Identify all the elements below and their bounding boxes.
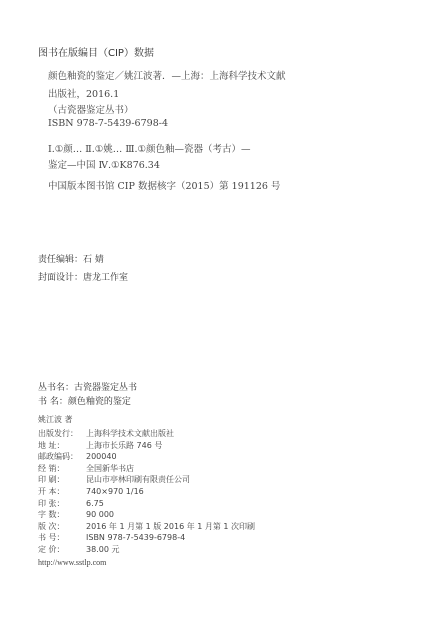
cip-line-5: Ⅰ.①颜… Ⅱ.①姚… Ⅲ.①颜色釉—瓷器（考古）— <box>48 144 251 155</box>
detail-row <box>38 509 114 520</box>
detail-value: 6.75 <box>86 498 104 508</box>
detail-row <box>38 463 134 474</box>
responsible-editor <box>38 252 104 265</box>
cover-designer <box>38 270 128 283</box>
detail-label: 印 张： <box>38 498 65 508</box>
series-name <box>38 380 137 393</box>
detail-value: 38.00 元 <box>86 545 120 554</box>
detail-row <box>38 521 255 532</box>
responsible-editor-label: 责任编辑： <box>38 255 84 265</box>
book-title-value: 颜色釉瓷的鉴定 <box>67 397 131 407</box>
cip-heading: 图书在版编目（CIP）数据 <box>38 48 154 59</box>
detail-label: 出版发行： <box>38 429 78 438</box>
detail-value: 740×970 1/16 <box>86 487 144 496</box>
detail-label: 经 销： <box>38 463 65 473</box>
detail-label: 开 本： <box>38 487 65 496</box>
detail-row <box>38 486 144 497</box>
series-name-value: 古瓷器鉴定丛书 <box>74 383 138 393</box>
cover-designer-value: 唐龙工作室 <box>83 273 129 283</box>
detail-value: 全国新华书店 <box>86 463 134 473</box>
detail-value: 2016 年 1 月第 1 版 2016 年 1 月第 1 次印刷 <box>86 521 256 531</box>
cip-line-7: 中国版本图书馆 CIP 数据核字（2015）第 191126 号 <box>48 181 281 192</box>
detail-row <box>38 544 119 555</box>
detail-row <box>38 498 104 509</box>
book-title-label: 书 名： <box>38 397 68 407</box>
cip-line-4: ISBN 978-7-5439-6798-4 <box>48 118 168 129</box>
detail-label: 地 址： <box>38 440 65 450</box>
detail-value: 上海市长乐路 746 号 <box>86 440 163 450</box>
detail-value: 90 000 <box>86 510 114 520</box>
detail-row <box>38 440 162 451</box>
detail-label: 书 号： <box>38 533 65 543</box>
detail-label: 邮政编码： <box>38 452 78 462</box>
detail-label: 字 数： <box>38 510 65 520</box>
cip-line-2: 出版社，2016.1 <box>48 89 120 100</box>
detail-row <box>38 428 174 439</box>
detail-value: 昆山市亭林印刷有限责任公司 <box>86 475 190 485</box>
detail-label: 定 价： <box>38 545 65 554</box>
book-title <box>38 394 131 407</box>
detail-row <box>38 451 117 462</box>
cip-line-6: 鉴定—中国 Ⅳ.①K876.34 <box>48 160 160 171</box>
detail-value: 200040 <box>86 452 117 462</box>
detail-value: 上海科学技术文献出版社 <box>86 429 174 438</box>
responsible-editor-value: 石 婧 <box>83 255 104 265</box>
publisher-url: http://www.sstlp.com <box>38 558 107 567</box>
detail-row <box>38 474 190 485</box>
cip-line-1: 颜色釉瓷的鉴定／姚江波著．—上海：上海科学技术文献 <box>48 71 286 82</box>
detail-label: 版 次： <box>38 521 65 531</box>
detail-row <box>38 532 185 543</box>
cip-line-3: （古瓷器鉴定丛书） <box>48 105 134 116</box>
author-line: 姚江波 著 <box>38 415 73 424</box>
detail-value: ISBN 978-7-5439-6798-4 <box>86 533 186 543</box>
series-name-label: 丛书名： <box>38 383 75 393</box>
detail-label: 印 刷： <box>38 475 65 485</box>
cover-designer-label: 封面设计： <box>38 273 84 283</box>
